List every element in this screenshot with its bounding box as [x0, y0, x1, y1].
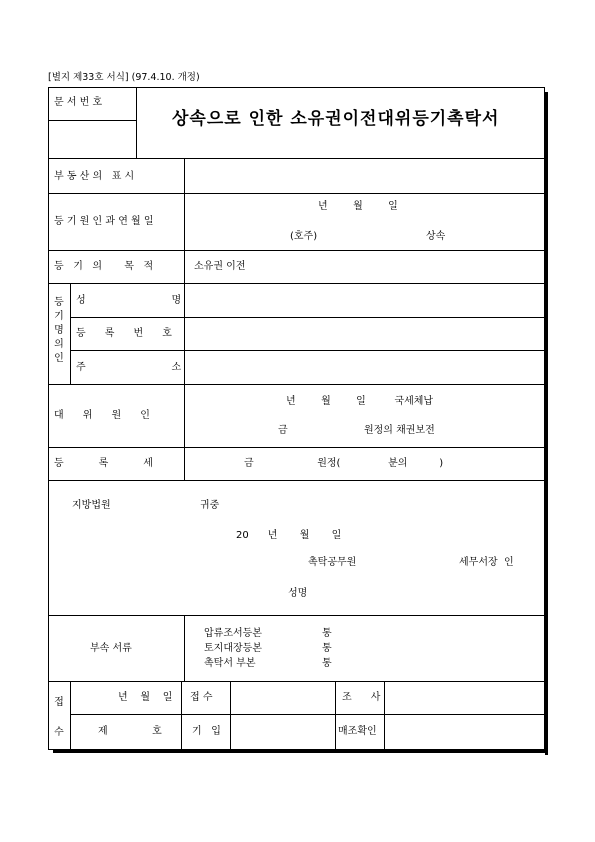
regtax-label: 등 록 세: [54, 458, 153, 469]
attachment-unit: 통: [322, 628, 332, 639]
doc-number-label: 문 서 번 호: [54, 97, 103, 108]
divider: [48, 283, 545, 284]
divider: [48, 120, 136, 121]
divider: [70, 317, 545, 318]
addressee: 귀중: [200, 500, 220, 511]
name-label: 성 명: [76, 295, 182, 306]
cause-hoju: (호주): [290, 231, 318, 242]
reception-no-label: 접 수: [190, 692, 213, 703]
cause-inherit: 상속: [426, 231, 446, 242]
reception-label: 접수: [54, 697, 64, 738]
divider: [70, 714, 545, 715]
divider: [70, 681, 71, 750]
divider: [184, 158, 185, 480]
divider: [48, 193, 545, 194]
purpose-label: 등 기 의 목 적: [54, 261, 154, 272]
entry-label: 기 입: [192, 726, 221, 737]
divider: [48, 681, 545, 682]
frame-shadow-right: [545, 92, 548, 755]
official-name: 성명: [288, 588, 308, 599]
regno-label: 등 록 번 호: [76, 328, 172, 339]
request-date: 20 년 월 일: [236, 530, 342, 541]
property-label: 부 동 산 의 표 시: [54, 171, 135, 182]
nominee-label: 등기명의인: [54, 297, 64, 364]
attachment-item: 압류조서등본: [204, 628, 262, 639]
cause-date: 년 월 일: [318, 201, 398, 212]
divider: [48, 384, 545, 385]
regtax-value: 금 원정( 분의 ): [244, 458, 444, 469]
form-header-note: [별지 제33호 서식] (97.4.10. 개정): [48, 72, 200, 83]
divider: [48, 480, 545, 481]
attachments-label: 부속 서류: [90, 643, 132, 654]
purpose-value: 소유권 이전: [194, 261, 246, 272]
official-title: 촉탁공무원: [308, 557, 357, 568]
divider: [48, 250, 545, 251]
divider: [384, 681, 385, 750]
divider: [230, 681, 231, 750]
divider: [181, 681, 182, 750]
reception-number: 제 호: [98, 726, 162, 737]
divider: [48, 615, 545, 616]
divider: [48, 447, 545, 448]
inspection-label: 조 사: [342, 692, 381, 703]
court-name: 지방법원: [72, 500, 111, 511]
divider: [70, 350, 545, 351]
office-head: 세무서장 인: [459, 557, 514, 568]
attachment-item: 촉탁서 부본: [204, 658, 256, 669]
cause-label: 등 기 원 인 과 연 월 일: [54, 216, 154, 227]
subrogation-line1: 년 월 일 국세체납: [286, 396, 434, 407]
attachment-unit: 통: [322, 643, 332, 654]
address-label: 주 소: [76, 362, 182, 373]
divider: [335, 681, 336, 750]
divider: [136, 87, 137, 158]
attachment-unit: 통: [322, 658, 332, 669]
verification-label: 매조확인: [338, 726, 377, 737]
divider: [70, 283, 71, 384]
reception-date: 년 월 일: [118, 692, 173, 703]
attachment-item: 토지대장등본: [204, 643, 262, 654]
subrogation-label: 대 위 원 인: [54, 410, 150, 421]
subrogation-line2: 금 원정의 채권보전: [278, 425, 435, 436]
frame-shadow-bottom: [53, 750, 548, 753]
form-title: 상속으로 인한 소유권이전대위등기촉탁서: [172, 109, 500, 129]
divider: [184, 615, 185, 681]
divider: [48, 158, 545, 159]
